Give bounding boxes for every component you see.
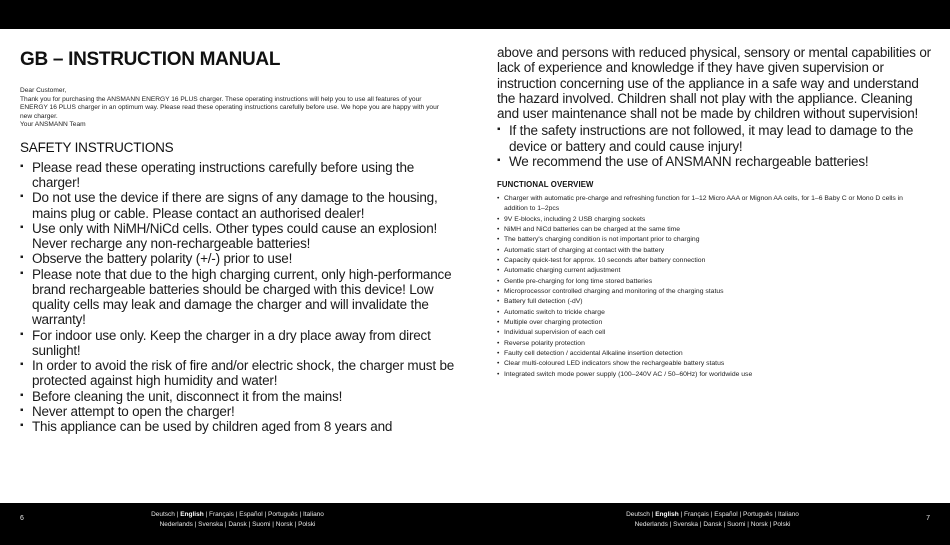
footer-right: [475, 503, 950, 545]
list-item: ▪ If the safety instructions are not followed, it may lead to damage to the device or battery and could cause injury!: [497, 123, 934, 154]
functional-overview-heading: FUNCTIONAL OVERVIEW: [497, 180, 594, 189]
language-text: | Français | Español | Português | Italiano: [203, 511, 324, 518]
page-left: [0, 29, 475, 503]
list-item: • Gentle pre-charging for long time stored batteries: [497, 277, 917, 287]
safety-continuation-text: above and persons with reduced physical, sensory or mental capabilities or lack of experience and knowledge if they have given supervision or instruction concerning use of the appliance in a safe way and understand the hazard involved. Children shall not play with the appliance. Cleaning and user maintenance shall not be made by children without supervision!: [497, 45, 931, 121]
page-title: GB – INSTRUCTION MANUAL: [20, 49, 281, 70]
intro-signoff: Your ANSMANN Team: [20, 121, 86, 129]
list-item: ▪ Do not use the device if there are signs of any damage to the housing, mains plug or cable. Please contact an authorised dealer!: [20, 190, 455, 221]
list-item: ▪ For indoor use only. Keep the charger in a dry place away from direct sunlight!: [20, 328, 455, 359]
list-item: • Integrated switch mode power supply (100–240V AC / 50–60Hz) for worldwide use: [497, 370, 917, 380]
list-item: • The battery's charging condition is not important prior to charging: [497, 235, 917, 245]
language-text: Deutsch |: [151, 511, 181, 518]
safety-heading: SAFETY INSTRUCTIONS: [20, 139, 174, 155]
safety-instructions-list: [20, 160, 455, 435]
language-text: Deutsch |: [626, 511, 656, 518]
functional-overview-list: [497, 194, 917, 380]
list-item: • Charger with automatic pre-charge and refreshing function for 1–12 Micro AAA or Mignon AA cells, for 1–6 Baby C or Mono D cells in addition to 1–2pcs: [497, 194, 917, 215]
page-number-left: 6: [20, 515, 24, 522]
language-line-2: Nederlands | Svenska | Dansk | Suomi | Norsk | Polski: [159, 521, 316, 529]
language-line-2: Nederlands | Svenska | Dansk | Suomi | Norsk | Polski: [634, 521, 791, 529]
list-item: • Automatic start of charging at contact with the battery: [497, 246, 917, 256]
list-item: • Capacity quick-test for approx. 10 seconds after battery connection: [497, 256, 917, 266]
page-number-right: 7: [926, 515, 930, 522]
page-right: [475, 29, 950, 503]
list-item: • Automatic switch to trickle charge: [497, 308, 917, 318]
list-item: ▪ Observe the battery polarity (+/-) prior to use!: [20, 251, 455, 266]
language-current: English: [655, 511, 679, 518]
list-item: • 9V E-blocks, including 2 USB charging sockets: [497, 215, 917, 225]
footer-left: [0, 503, 475, 545]
intro-body: Thank you for purchasing the ANSMANN ENERGY 16 PLUS charger. These operating instructions will help you to use all features of your ENERGY 16 PLUS charger in an optimum way. Please read these operating instructions carefully before use. We hope you are happy with your new charger.: [20, 95, 439, 120]
language-current: English: [180, 511, 204, 518]
list-item: • Microprocessor controlled charging and monitoring of the charging status: [497, 287, 917, 297]
list-item: ▪ This appliance can be used by children aged from 8 years and: [20, 419, 455, 434]
list-item: • Reverse polarity protection: [497, 339, 917, 349]
list-item: ▪ Please note that due to the high charging current, only high-performance brand rechargeable batteries should be charged with this device! Low quality cells may leak and damage the charger and will invalidate the warranty!: [20, 267, 455, 328]
top-black-bar: [0, 0, 950, 29]
intro-paragraph: [20, 87, 446, 130]
list-item: • Faulty cell detection / accidental Alkaline insertion detection: [497, 349, 917, 359]
list-item: • NiMH and NiCd batteries can be charged at the same time: [497, 225, 917, 235]
list-item: ▪ In order to avoid the risk of fire and/or electric shock, the charger must be protected against high humidity and water!: [20, 358, 455, 389]
language-text: | Français | Español | Português | Italiano: [678, 511, 799, 518]
list-item: • Individual supervision of each cell: [497, 328, 917, 338]
language-line-1: [475, 510, 950, 520]
list-item: • Automatic charging current adjustment: [497, 266, 917, 276]
intro-salutation: Dear Customer,: [20, 87, 67, 94]
list-item: ▪ We recommend the use of ANSMANN rechargeable batteries!: [497, 154, 934, 169]
list-item: ▪ Please read these operating instructions carefully before using the charger!: [20, 160, 455, 191]
language-line-1: [0, 510, 475, 520]
language-list: [0, 510, 475, 530]
list-item: • Clear multi-coloured LED indicators show the rechargeable battery status: [497, 359, 917, 369]
manual-spread: [0, 29, 950, 503]
safety-instructions-list-continued: [497, 123, 934, 169]
footer-bar: [0, 503, 950, 545]
list-item: • Multiple over charging protection: [497, 318, 917, 328]
list-item: ▪ Use only with NiMH/NiCd cells. Other types could cause an explosion! Never recharge any non-rechargeable batteries!: [20, 221, 455, 252]
list-item: ▪ Never attempt to open the charger!: [20, 404, 455, 419]
language-list: [475, 510, 950, 530]
list-item: • Battery full detection (-dV): [497, 297, 917, 307]
list-item: ▪ Before cleaning the unit, disconnect it from the mains!: [20, 389, 455, 404]
